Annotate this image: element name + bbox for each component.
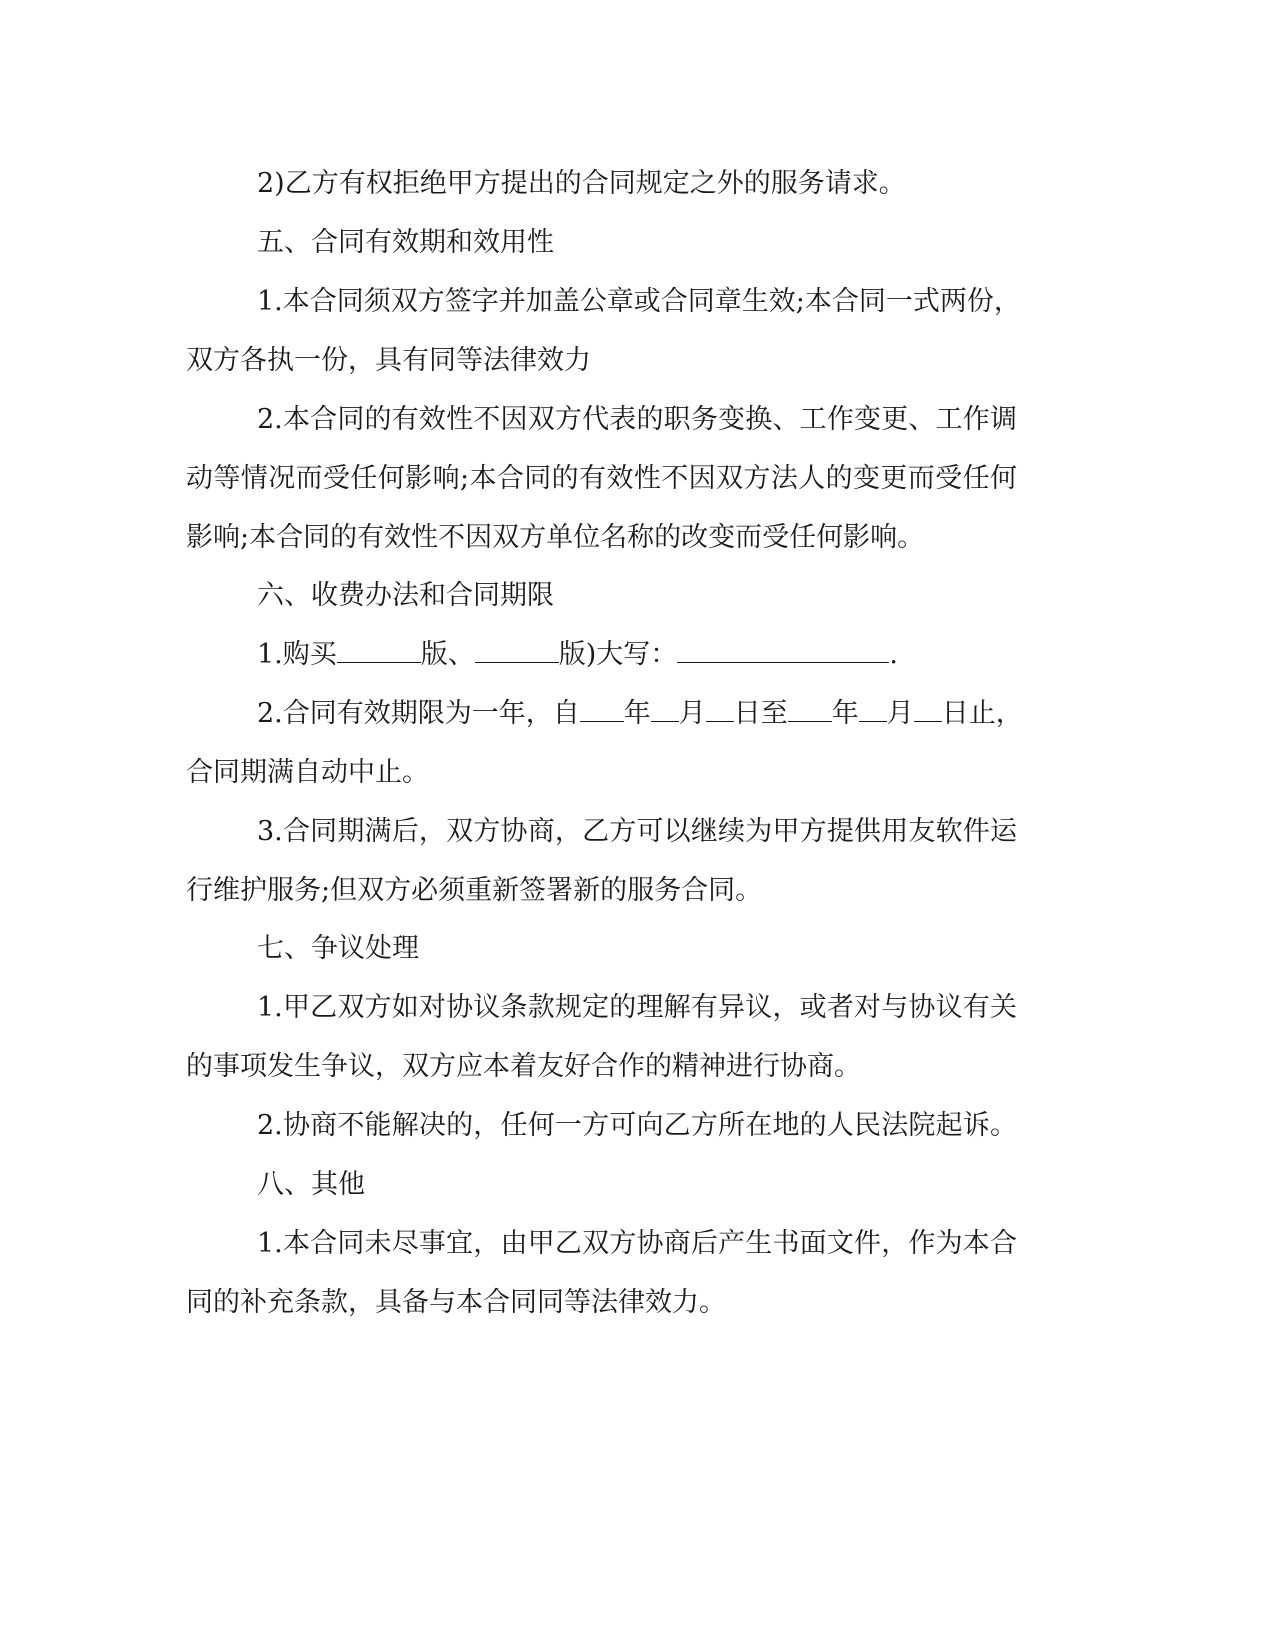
clause-4-item-2: 2)乙方有权拒绝甲方提出的合同规定之外的服务请求。 <box>257 168 906 199</box>
validity-end: 日止， <box>941 698 1023 729</box>
purchase-label: 1.购买 <box>257 639 337 670</box>
blank-field <box>475 638 559 663</box>
section-6-item-1 <box>257 637 898 673</box>
validity-month-1: 月 <box>678 698 706 729</box>
blank-field <box>651 697 679 722</box>
section-5-item-1-line-1: 1.本合同须双方签字并加盖公章或合同章生效;本合同一式两份， <box>257 286 1021 317</box>
blank-field <box>914 697 942 722</box>
section-7-heading: 七、争议处理 <box>257 933 419 964</box>
validity-year-2: 年 <box>831 698 859 729</box>
validity-year-1: 年 <box>623 698 651 729</box>
section-5-item-1-line-2: 双方各执一份，具有同等法律效力 <box>186 345 591 376</box>
blank-field <box>677 638 889 663</box>
purchase-amount-label: 版)大写： <box>558 639 678 670</box>
blank-field <box>580 697 624 722</box>
section-5-heading: 五、合同有效期和效用性 <box>257 227 554 258</box>
validity-month-2: 月 <box>886 698 914 729</box>
section-8-heading: 八、其他 <box>257 1169 365 1200</box>
blank-field <box>859 697 887 722</box>
section-8-item-1-line-2: 同的补充条款，具备与本合同同等法律效力。 <box>186 1287 726 1318</box>
blank-field <box>706 697 734 722</box>
section-7-item-2: 2.协商不能解决的，任何一方可向乙方所在地的人民法院起诉。 <box>257 1110 1017 1141</box>
section-8-item-1-line-1: 1.本合同未尽事宜，由甲乙双方协商后产生书面文件，作为本合 <box>257 1228 1017 1259</box>
section-5-item-2-line-3: 影响;本合同的有效性不因双方单位名称的改变而受任何影响。 <box>186 522 925 553</box>
purchase-version-label: 版、 <box>420 639 475 670</box>
section-6-heading: 六、收费办法和合同期限 <box>257 580 554 611</box>
blank-field <box>788 697 832 722</box>
validity-day-1: 日至 <box>733 698 788 729</box>
section-6-item-2-line-2: 合同期满自动中止。 <box>186 757 429 788</box>
section-6-item-2-line-1 <box>257 696 1023 732</box>
purchase-end: . <box>889 639 898 670</box>
blank-field <box>337 638 421 663</box>
section-7-item-1-line-1: 1.甲乙双方如对协议条款规定的理解有异议，或者对与协议有关 <box>257 992 1017 1023</box>
section-5-item-2-line-2: 动等情况而受任何影响;本合同的有效性不因双方法人的变更而受任何 <box>186 463 1017 494</box>
section-5-item-2-line-1: 2.本合同的有效性不因双方代表的职务变换、工作变更、工作调 <box>257 404 1017 435</box>
section-7-item-1-line-2: 的事项发生争议，双方应本着友好合作的精神进行协商。 <box>186 1051 861 1082</box>
section-6-item-3-line-2: 行维护服务;但双方必须重新签署新的服务合同。 <box>186 875 763 906</box>
validity-label: 2.合同有效期限为一年，自 <box>257 698 580 729</box>
section-6-item-3-line-1: 3.合同期满后，双方协商，乙方可以继续为甲方提供用友软件运 <box>257 816 1017 847</box>
